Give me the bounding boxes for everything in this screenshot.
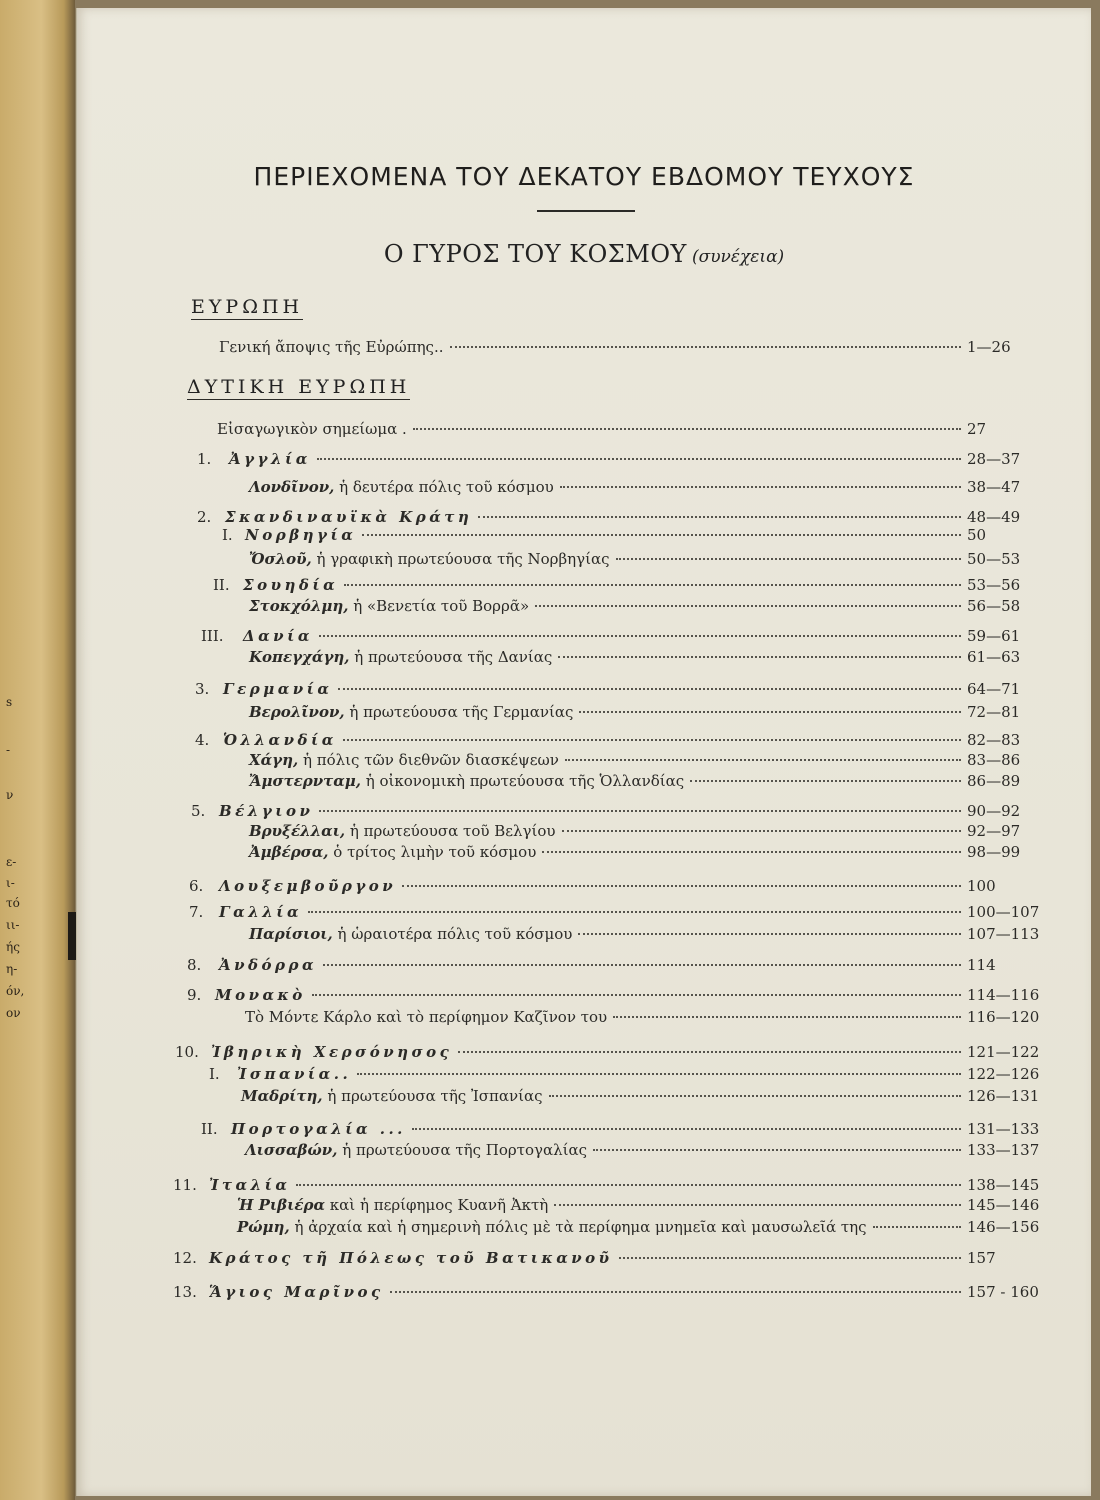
toc-entry-pages: 82—83 <box>967 731 1021 749</box>
dot-leader <box>402 885 961 887</box>
dot-leader <box>873 1226 961 1228</box>
toc-entry-title: Στοκχόλμη, <box>249 597 349 615</box>
toc-entry-pages: 64—71 <box>967 680 1021 698</box>
toc-entry-pages: 114 <box>967 956 996 974</box>
dot-leader <box>458 1051 961 1053</box>
toc-entry <box>209 1065 1053 1087</box>
toc-entry-pages: 72—81 <box>967 703 1021 721</box>
toc-entry-title: Τὸ Μόντε Κάρλο καὶ τὸ περίφημον Καζῖνον του <box>245 1008 608 1026</box>
toc-entry-pages: 126—131 <box>967 1087 1040 1105</box>
toc-entry <box>189 877 1053 899</box>
toc-entry-title: Λισσαβών, <box>245 1141 338 1159</box>
prev-page-fragment: ιι- <box>6 918 20 932</box>
toc-entry-pages: 90—92 <box>967 802 1021 820</box>
toc-entry-title: Λουξεμβοῦργον <box>219 877 397 895</box>
toc-entry-number: 1. <box>197 450 212 468</box>
dot-leader <box>343 739 961 741</box>
toc-entry-pages: 1—26 <box>967 338 1011 356</box>
toc-entry-title: Λονδῖνον, <box>249 478 335 496</box>
prev-page-fragment: η- <box>6 962 18 976</box>
toc-entry-description: ἡ πρωτεύουσα τοῦ Βελγίου <box>345 822 556 840</box>
toc-entry-number: 2. <box>197 508 212 526</box>
prev-page-fragment: ον <box>6 1006 21 1020</box>
dot-leader <box>562 830 961 832</box>
toc-entry-title: Ἰσπανία.. <box>237 1065 352 1083</box>
toc-entry <box>201 1120 1053 1142</box>
toc-entry-description: ἡ πρωτεύουσα τῆς Γερμανίας <box>344 703 574 721</box>
binding-tab-mark <box>68 912 76 960</box>
toc-entry-pages: 133—137 <box>967 1141 1040 1159</box>
toc-entry-pages: 92—97 <box>967 822 1021 840</box>
toc-entry-number: 13. <box>173 1283 197 1301</box>
toc-entry-title: Βερολῖνον, <box>249 703 345 721</box>
toc-entry-pages: 121—122 <box>967 1043 1040 1061</box>
toc-entry <box>197 1008 1053 1030</box>
toc-entry-pages: 157 <box>967 1249 996 1267</box>
toc-entry <box>197 597 1053 619</box>
prev-page-fragment: - <box>6 743 11 757</box>
toc-entry-title: Ὄσλοῦ, <box>249 550 312 568</box>
section-heading-west-europe <box>187 376 410 398</box>
toc-entry-pages: 48—49 <box>967 508 1021 526</box>
toc-entry-title: Εἰσαγωγικὸν σημείωμα . <box>217 420 407 438</box>
dot-leader <box>690 780 961 782</box>
toc-entry-pages: 83—86 <box>967 751 1021 769</box>
toc-entry-pages: 27 <box>967 420 987 438</box>
toc-entry-number: 10. <box>175 1043 199 1061</box>
page-title: ΠΕΡΙΕΧΟΜΕΝΑ ΤΟΥ ΔΕΚΑΤΟΥ ΕΒΔΟΜΟΥ ΤΕΥΧΟΥΣ <box>253 162 915 191</box>
toc-entry-title: Γενική ἄποψις τῆς Εὐρώπης.. <box>219 338 444 356</box>
toc-entry-pages: 38—47 <box>967 478 1021 496</box>
toc-entry-pages: 131—133 <box>967 1120 1040 1138</box>
toc-entry-title: Ἄμστερνταμ, <box>249 772 361 790</box>
prev-page-fragment: s <box>6 695 13 709</box>
dot-leader <box>593 1149 961 1151</box>
toc-entry <box>173 1283 1053 1305</box>
section-heading-europe <box>191 296 303 318</box>
dot-leader <box>619 1257 961 1259</box>
toc-entry-title: Ἡ Ριβιέρα <box>237 1196 326 1214</box>
section-title: ΕΥΡΩΠΗ <box>191 296 304 318</box>
toc-entry-description: ἡ ἀρχαία καὶ ἡ σημερινὴ πόλις μὲ τὰ περίφημα μνημεῖα καὶ μαυσωλεῖά της <box>289 1218 867 1236</box>
title-divider <box>537 210 635 212</box>
toc-entry-pages: 50—53 <box>967 550 1021 568</box>
toc-entry <box>213 576 1053 598</box>
toc-entry-number: 8. <box>187 956 202 974</box>
toc-entry-number: 3. <box>195 680 210 698</box>
toc-entry-number: 12. <box>173 1249 197 1267</box>
previous-page-edge <box>0 0 75 1500</box>
toc-entry-number: I. <box>222 526 233 544</box>
toc-entry-title: Βέλγιον <box>219 802 314 820</box>
toc-entry <box>197 450 1053 472</box>
toc-entry-pages: 59—61 <box>967 627 1021 645</box>
toc-entry <box>175 1043 1053 1065</box>
dot-leader <box>450 346 962 348</box>
dot-leader <box>390 1291 961 1293</box>
subtitle: Ο ΓΥΡΟΣ ΤΟΥ ΚΟΣΜΟΥ <box>383 240 687 268</box>
toc-entry <box>173 1176 1053 1198</box>
prev-page-fragment: ι- <box>6 876 15 890</box>
dot-leader <box>362 534 961 536</box>
dot-leader <box>578 933 961 935</box>
toc-entry-description: ὁ τρίτος λιμὴν τοῦ κόσμου <box>328 843 537 861</box>
section-title: ΔΥΤΙΚΗ ΕΥΡΩΠΗ <box>187 376 411 398</box>
toc-entry-pages: 56—58 <box>967 597 1021 615</box>
toc-entry-title: Ἅγιος Μαρῖνος <box>209 1283 384 1301</box>
toc-entry <box>201 627 1053 649</box>
dot-leader <box>412 1128 961 1130</box>
toc-entry-number: II. <box>201 1120 218 1138</box>
dot-leader <box>317 458 961 460</box>
toc-entry-pages: 107—113 <box>967 925 1040 943</box>
dot-leader <box>554 1204 961 1206</box>
toc-entry-title: Πορτογαλία ... <box>231 1120 406 1138</box>
prev-page-fragment: ής <box>6 940 20 954</box>
toc-entry-title: Παρίσιοι, <box>249 925 333 943</box>
toc-entry <box>217 420 1053 442</box>
dot-leader <box>558 656 961 658</box>
toc-entry <box>197 478 1053 500</box>
toc-entry-number: 5. <box>191 802 206 820</box>
toc-entry <box>173 1249 1053 1271</box>
dot-leader <box>319 635 961 637</box>
toc-entry <box>197 772 1053 794</box>
toc-entry-description: ἡ πόλις τῶν διεθνῶν διασκέψεων <box>298 751 559 769</box>
toc-entry-pages: 157 - 160 <box>967 1283 1039 1301</box>
toc-entry <box>195 680 1053 702</box>
toc-entry <box>197 822 1053 844</box>
toc-entry-pages: 116—120 <box>967 1008 1040 1026</box>
toc-entry-title: Ἀνδόρρα <box>219 956 318 974</box>
toc-entry-pages: 61—63 <box>967 648 1021 666</box>
toc-entry <box>219 338 1053 360</box>
toc-entry-description: ἡ πρωτεύουσα τῆς Πορτογαλίας <box>337 1141 588 1159</box>
prev-page-fragment: τό <box>6 896 20 910</box>
toc-entry-pages: 98—99 <box>967 843 1021 861</box>
toc-entry <box>197 843 1053 865</box>
prev-page-fragment: ν <box>6 788 14 802</box>
toc-entry-number: 9. <box>187 986 202 1004</box>
toc-entry-number: 4. <box>195 731 210 749</box>
toc-entry <box>197 703 1053 725</box>
toc-entry-title: Ἀμβέρσα, <box>249 843 329 861</box>
toc-entry-title: Ὁλλανδία <box>223 731 337 749</box>
toc-entry <box>191 802 1053 824</box>
toc-entry-title: Ἰβηρικὴ Χερσόνησος <box>211 1043 453 1061</box>
toc-entry-title: Χάγη, <box>249 751 299 769</box>
dot-leader <box>308 911 961 913</box>
dot-leader <box>542 851 961 853</box>
dot-leader <box>338 688 961 690</box>
prev-page-fragment: ε- <box>6 855 17 869</box>
toc-entry-title: Κοπεγχάγη, <box>249 648 350 666</box>
toc-entry <box>197 1196 1053 1218</box>
toc-entry-pages: 100 <box>967 877 996 895</box>
toc-entry-description: ἡ πρωτεύουσα τῆς Ἰσπανίας <box>322 1087 543 1105</box>
toc-entry-title: Σουηδία <box>243 576 339 594</box>
toc-entry-pages: 138—145 <box>967 1176 1040 1194</box>
dot-leader <box>549 1095 961 1097</box>
toc-entry-description: ἡ ὡραιοτέρα πόλις τοῦ κόσμου <box>332 925 573 943</box>
toc-entry-title: Νορβηγία <box>245 526 357 544</box>
toc-entry <box>197 751 1053 773</box>
toc-entry-title: Μαδρίτη, <box>241 1087 323 1105</box>
toc-entry-description: καὶ ἡ περίφημος Κυανῆ Ἀκτὴ <box>325 1196 549 1214</box>
toc-entry <box>187 956 1053 978</box>
toc-entry-number: 7. <box>189 903 204 921</box>
toc-entry <box>222 526 1053 548</box>
toc-entry <box>197 648 1053 670</box>
toc-entry-pages: 114—116 <box>967 986 1040 1004</box>
dot-leader <box>613 1016 961 1018</box>
toc-entry-title: Ρώμη, <box>237 1218 290 1236</box>
dot-leader <box>535 605 961 607</box>
dot-leader <box>344 584 961 586</box>
toc-entry-title: Μονακὸ <box>215 986 306 1004</box>
toc-entry-number: I. <box>209 1065 220 1083</box>
toc-entry-pages: 28—37 <box>967 450 1021 468</box>
toc-entry-title: Κράτος τῆ Πόλεως τοῦ Βατικανοῦ <box>209 1249 613 1267</box>
toc-entry-pages: 50 <box>967 526 987 544</box>
dot-leader <box>560 486 961 488</box>
dot-leader <box>312 994 961 996</box>
prev-page-fragment: όν, <box>6 984 25 998</box>
toc-entry-pages: 146—156 <box>967 1218 1040 1236</box>
toc-entry-pages: 86—89 <box>967 772 1021 790</box>
toc-entry-description: ἡ πρωτεύουσα τῆς Δανίας <box>349 648 553 666</box>
toc-entry-pages: 122—126 <box>967 1065 1040 1083</box>
dot-leader <box>478 516 961 518</box>
dot-leader <box>357 1073 961 1075</box>
toc-entry <box>197 550 1053 572</box>
toc-entry <box>197 1218 1053 1240</box>
toc-entry-description: ἡ «Βενετία τοῦ Βορρᾶ» <box>348 597 530 615</box>
toc-entry-title: Γαλλία <box>219 903 303 921</box>
toc-entry-title: Σκανδιναυϊκὰ Κράτη <box>225 508 473 526</box>
dot-leader <box>319 810 961 812</box>
toc-entry-description: ἡ γραφικὴ πρωτεύουσα τῆς Νορβηγίας <box>311 550 610 568</box>
dot-leader <box>323 964 961 966</box>
toc-entry-title: Δανία <box>243 627 313 645</box>
toc-entry-title: Ἀγγλία <box>229 450 311 468</box>
dot-leader <box>296 1184 961 1186</box>
toc-entry-description: ἡ δευτέρα πόλις τοῦ κόσμου <box>334 478 554 496</box>
toc-entry <box>187 986 1053 1008</box>
toc-entry-number: 6. <box>189 877 204 895</box>
toc-entry-pages: 53—56 <box>967 576 1021 594</box>
dot-leader <box>616 558 961 560</box>
dot-leader <box>565 759 961 761</box>
toc-entry-pages: 145—146 <box>967 1196 1040 1214</box>
subtitle-note: (συνέχεια) <box>691 247 785 267</box>
toc-entry-title: Ἰταλία <box>209 1176 291 1194</box>
toc-entry-number: 11. <box>173 1176 197 1194</box>
toc-entry-pages: 100—107 <box>967 903 1040 921</box>
toc-entry <box>197 1141 1053 1163</box>
toc-entry <box>197 1087 1053 1109</box>
toc-entry-description: ἡ οἰκονομικὴ πρωτεύουσα τῆς Ὁλλανδίας <box>360 772 685 790</box>
toc-entry-title: Γερμανία <box>223 680 333 698</box>
toc-entry-title: Βρυξέλλαι, <box>249 822 346 840</box>
toc-entry-number: III. <box>201 627 224 645</box>
subtitle-line <box>77 240 1091 268</box>
document-page <box>76 8 1091 1496</box>
dot-leader <box>579 711 961 713</box>
toc-entry <box>195 731 1053 753</box>
dot-leader <box>413 428 961 430</box>
toc-entry <box>197 925 1053 947</box>
toc-entry-number: II. <box>213 576 230 594</box>
toc-entry <box>189 903 1053 925</box>
